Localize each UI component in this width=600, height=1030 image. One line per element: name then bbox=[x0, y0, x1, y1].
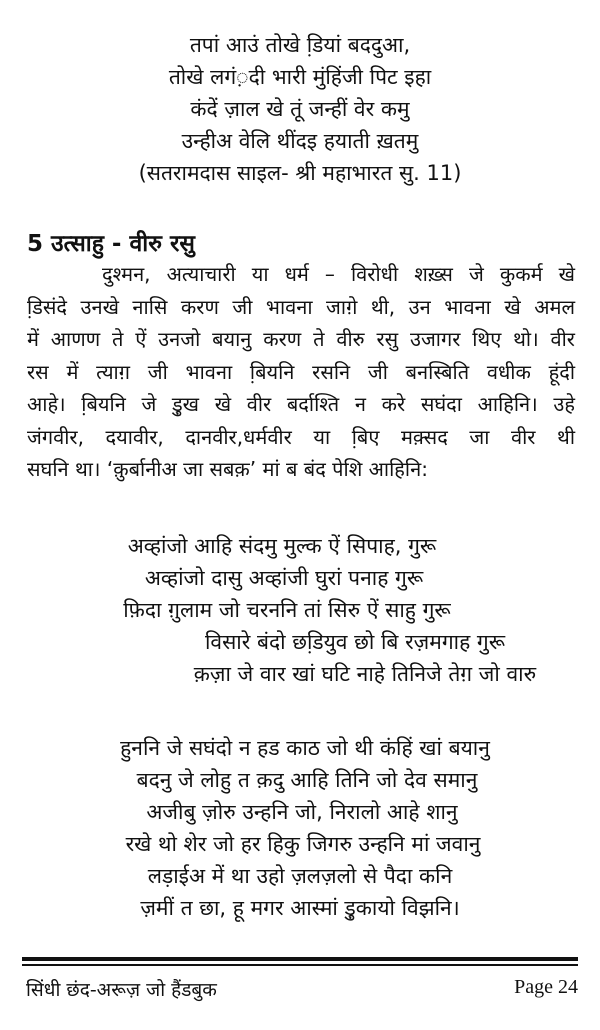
footer-page-number: Page 24 bbox=[514, 976, 578, 998]
section-paragraph bbox=[27, 258, 575, 486]
paragraph-line: में आणण ते ऐं उनजो बयानु करण ते वीरु रसु उजागर थिए थो। वीर bbox=[27, 327, 575, 351]
paragraph-line: डि़संदे उनखे नासि करण जी भावना जागे़ थी, उन भावना खे अमल bbox=[27, 294, 575, 319]
poem-line: अजीबु ज़ोरु उन्हनि जो, निरालो आहे शानु bbox=[146, 800, 458, 824]
verse-citation: (सतरामदास साइल- श्री महाभारत सु. 11) bbox=[138, 161, 462, 185]
section-heading: 5 उत्साहु - वीरु रसु bbox=[27, 231, 195, 257]
poem-line: क़ज़ा जे वार खां घटि नाहे तिनिजे तेग़ जो वारु bbox=[193, 662, 537, 686]
poem-stanza-two bbox=[0, 732, 600, 924]
verse-line: तपां आउं तोखे डि़यां बददुआ, bbox=[189, 33, 411, 57]
verse-line: उन्हीअ वेलि थींदइ हयाती ख़तमु bbox=[181, 129, 419, 153]
paragraph-line: आहे। बि़यनि जे डु़ख खे वीर बर्दाश्ति न करे सघंदा आहिनि। उहे bbox=[27, 392, 575, 416]
poem-line: अव्हांजो आहि संदमु मुल्क ऐं सिपाह, गुरू bbox=[127, 534, 437, 558]
poem-line: बदनु जे लोहु त क़दु आहि तिनि जो देव समानु bbox=[136, 768, 478, 792]
poem-line: अव्हांजो दासु अव्हांजी घुरां पनाह गुरू bbox=[144, 566, 424, 590]
footer-divider-thick bbox=[22, 957, 578, 961]
poem-line: रखे थो शेर जो हर हिकु जिगरु उन्हनि मां जवानु bbox=[125, 832, 481, 856]
paragraph-line: जंगवीर, दयावीर, दानवीर,धर्मवीर या बि़ए मक़्सद जा वीर थी bbox=[27, 424, 575, 449]
poem-line: फ़िदा ग़ुलाम जो चरननि तां सिरु ऐं साहु गुरू bbox=[123, 598, 451, 622]
paragraph-line: दुश्मन, अत्याचारी या धर्म – विरोधी शख़्स जे कुकर्म खे bbox=[102, 262, 575, 286]
poem-stanza-one bbox=[0, 530, 600, 690]
verse-line: कंदें ज़ाल खे तूं जन्हीं वेर कमु bbox=[190, 97, 410, 121]
verse-top bbox=[0, 29, 600, 189]
poem-line: ज़मीं त छा, हू मगर आस्मां डु़कायो विझनि। bbox=[140, 896, 460, 920]
poem-line: हुननि जे सघंदो न हड काठ जो थी कंहिं खां बयानु bbox=[120, 736, 490, 760]
footer-book-title: सिंधी छंद-अरूज़ जो हैंडबुक bbox=[26, 979, 217, 1001]
paragraph-line: सघनि था। ‘क़ुर्बानीअ जा सबक़’ मां ब बंद पेशि आहिनि: bbox=[27, 457, 428, 481]
poem-line: विसारे बंदो छडि़युव छो बि रज़मगाह गुरू bbox=[204, 630, 506, 654]
poem-line: लड़ाईअ में था उहो ज़लज़लो से पैदा कनि bbox=[147, 864, 453, 888]
verse-line: तोखे लगं़दी भारी मुंहिंजी पिट इहा bbox=[168, 65, 432, 89]
paragraph-line: रस में त्याग़ जी भावना बि़यनि रसनि जी बनस्बिति वधीक हूंदी bbox=[27, 359, 575, 384]
footer-divider-thin bbox=[22, 964, 578, 966]
